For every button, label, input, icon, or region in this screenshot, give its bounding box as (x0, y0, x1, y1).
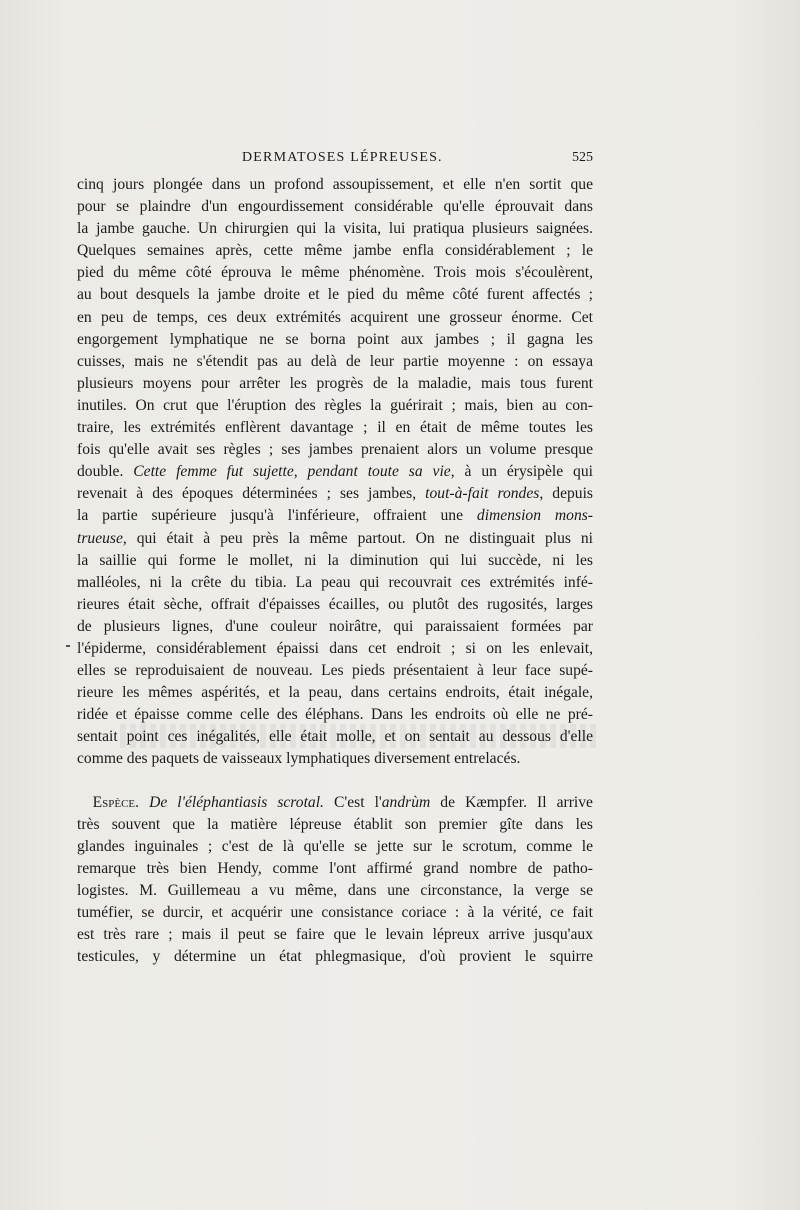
italic-run: dimension mons- (476, 507, 593, 525)
text-line: ridée et épaisse comme celle des éléphans. Dans les endroits où elle ne pré- (77, 706, 593, 724)
text-line: cinq jours plongée dans un profond assoupissement, et elle n'en sortit que (77, 176, 593, 193)
text-line: au bout desquels la jambe droite et le pied du même côté furent affectés ; (77, 286, 593, 304)
text-run: , depuis (539, 485, 593, 503)
text-line: l'épiderme, considérablement épaissi dans cet endroit ; si on les enlevait, (77, 639, 593, 657)
italic-run: trueuse (77, 529, 123, 547)
text-run: C'est l' (323, 793, 382, 811)
text-line: testicules, y détermine un état phlegmasique, d'où provient le squirre (77, 948, 593, 966)
running-title: DERMATOSES LÉPREUSES. (242, 150, 443, 165)
margin-mark (66, 645, 70, 647)
text-line: inutiles. On crut que l'éruption des règles la guérirait ; mais, bien au con- (77, 396, 593, 414)
paragraph-gap (77, 771, 593, 792)
text-line: tuméfier, se durcir, et acquérir une consistance coriace : à la vérité, ce fait (77, 904, 593, 921)
text-run: la partie supérieure jusqu'à l'inférieure, offraient une (77, 507, 477, 525)
text-line: de plusieurs lignes, d'une couleur noirâtre, qui paraissaient formées par (77, 617, 593, 635)
text-run: double. (77, 463, 134, 481)
text-run: revenait à des époques déterminées ; ses jambes, (77, 485, 426, 503)
text-line: cuisses, mais ne s'étendit pas au delà de leur partie moyenne : on essaya (77, 352, 593, 370)
body-text (77, 174, 593, 968)
text-line: la saillie qui forme le mollet, ni la diminution qui lui succède, ni les (77, 551, 593, 569)
section-label: Espèce. (92, 793, 140, 811)
text-line: la jambe gauche. Un chirurgien qui la visita, lui pratiqua plusieurs saignées. (77, 220, 593, 238)
text-line (77, 792, 593, 814)
text-line (77, 505, 593, 527)
text-line: fois qu'elle avait ses règles ; ses jambes prenaient alors un volume presque (77, 441, 593, 459)
text-line: logistes. M. Guillemeau a vu même, dans une circonstance, la verge se (77, 881, 593, 899)
text-line: comme des paquets de vaisseaux lymphatiques diversement entrelacés. (77, 750, 521, 768)
text-line (77, 483, 593, 505)
italic-run: andrùm (381, 793, 431, 811)
text-run: de Kæmpfer. Il arrive (430, 793, 593, 811)
paragraph-2 (77, 792, 593, 969)
running-head (77, 150, 593, 170)
text-line: plusieurs moyens pour arrêter les progrès de la maladie, mais tous furent (77, 374, 593, 392)
text-line: très souvent que la matière lépreuse établit son premier gîte dans les (77, 815, 593, 833)
text-line: pied du même côté éprouva le même phénomène. Trois mois s'écoulèrent, (77, 264, 593, 282)
text-line: elles se reproduisaient de nouveau. Les pieds présentaient à leur face supé- (77, 662, 593, 680)
text-run: , qui était à peu près la même partout. On ne distinguait plus ni (122, 529, 593, 547)
text-line: rieure les mêmes aspérités, et la peau, dans certains endroits, était inégale, (77, 684, 593, 702)
text-line: malléoles, ni la crête du tibia. La peau qui recouvrait ces extrémités infé- (77, 573, 593, 591)
text-line: pour se plaindre d'un engourdissement considérable qu'elle éprouvait dans (77, 198, 593, 216)
text-line: engorgement lymphatique ne se borna point aux jambes ; il gagna les (77, 330, 593, 348)
text-line: remarque très bien Hendy, comme l'ont affirmé grand nombre de patho- (77, 859, 593, 877)
text-line: sentait point ces inégalités, elle était molle, et on sentait au dessous d'elle (77, 728, 593, 746)
text-run: à un érysipèle qui (454, 463, 593, 481)
section-title: De l'éléphantiasis scrotal. (149, 793, 324, 811)
text-line (77, 461, 593, 483)
text-line: Quelques semaines après, cette même jambe enfla considérablement ; le (77, 242, 593, 260)
page-number: 525 (572, 150, 593, 165)
text-line: est très rare ; mais il peut se faire que le levain lépreux arrive jusqu'aux (77, 926, 593, 944)
text-line: traire, les extrémités enflèrent davantage ; il en était de même toutes les (77, 419, 593, 437)
italic-run: Cette femme fut sujette, pendant toute sa vie, (133, 463, 455, 481)
text-line (77, 528, 593, 550)
italic-run: tout-à-fait rondes (425, 485, 540, 503)
text-line: glandes inguinales ; c'est de là qu'elle se jette sur le scrotum, comme le (77, 837, 593, 855)
paragraph-1 (77, 174, 593, 771)
text-line: rieures était sèche, offrait d'épaisses écailles, ou plutôt des rugosités, larges (77, 595, 593, 613)
text-line: en peu de temps, ces deux extrémités acquirent une grosseur énorme. Cet (77, 308, 593, 326)
